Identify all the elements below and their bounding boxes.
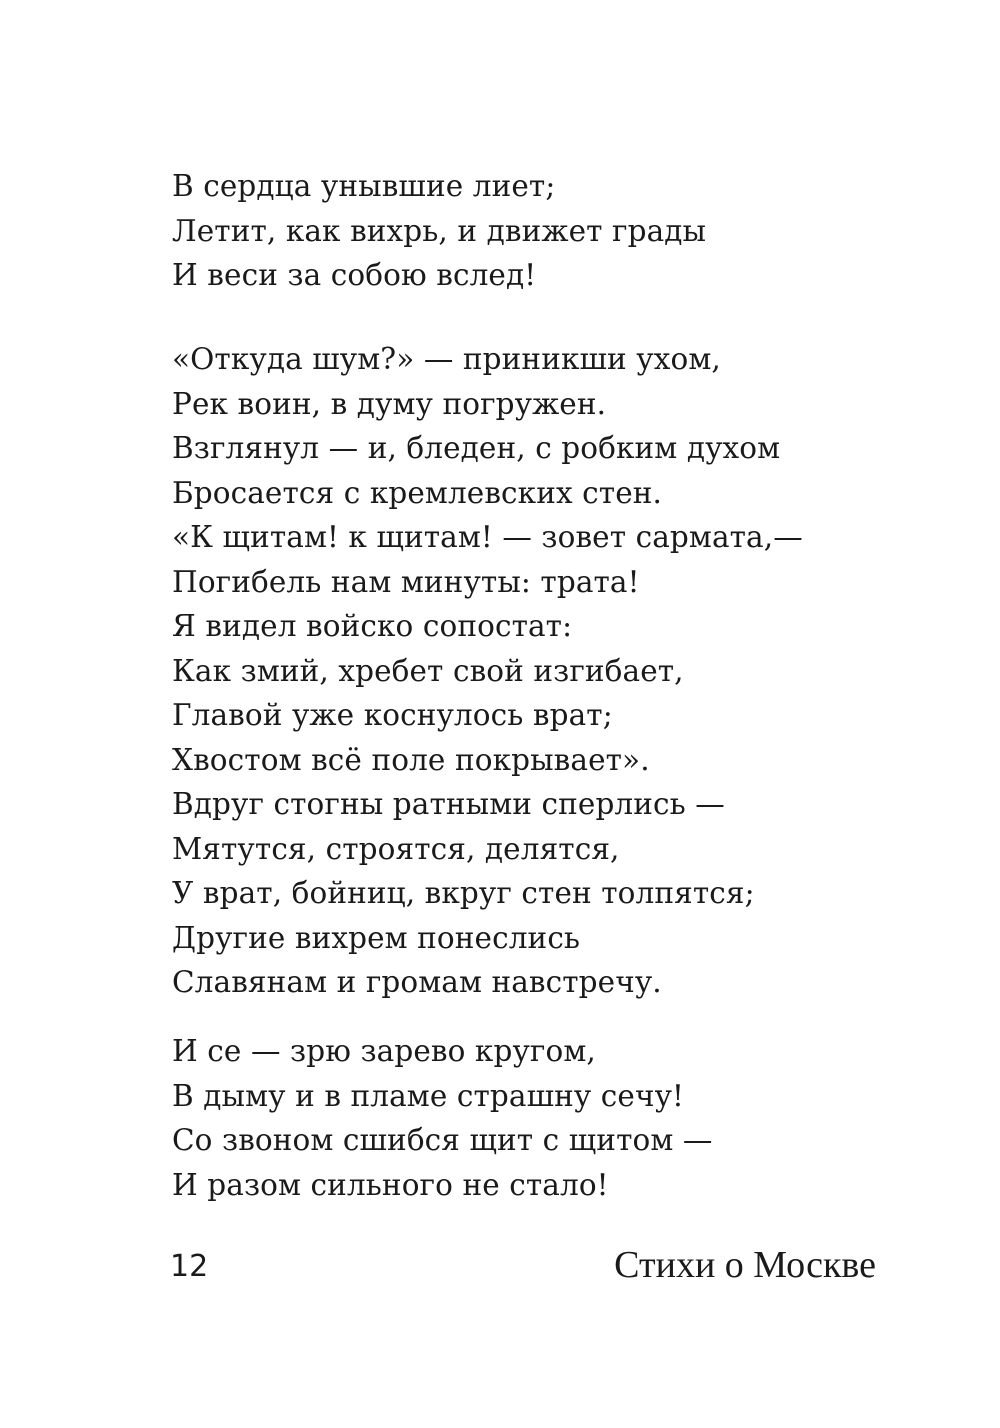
poem-line: Как змий, хребет свой изгибает, bbox=[172, 653, 684, 688]
poem-line: Славянам и громам навстречу. bbox=[172, 965, 662, 999]
stanza-1 bbox=[172, 164, 706, 298]
stanza-3 bbox=[172, 1029, 712, 1207]
poem-line: У врат, бойниц, вкруг стен толпятся; bbox=[172, 876, 755, 910]
poem-line: «Откуда шум?» — приникши ухом, bbox=[172, 342, 721, 376]
poem-line: Взглянул — и, бледен, с робким духом bbox=[172, 431, 781, 465]
poem-line: И веси за собою вслед! bbox=[172, 258, 537, 292]
poem-line: Хвостом всё поле покрывает». bbox=[172, 742, 650, 777]
poem-line: В дыму и в пламе страшну сечу! bbox=[172, 1078, 685, 1113]
poem-line: Со звоном сшибся щит с щитом — bbox=[172, 1123, 713, 1157]
poem-line: Другие вихрем понеслись bbox=[172, 920, 581, 955]
poem-line: Мятутся, строятся, делятся, bbox=[172, 831, 620, 866]
poem-line: «К щитам! к щитам! — зовет сармата,— bbox=[172, 520, 803, 554]
poem-line: Рек воин, в думу погружен. bbox=[172, 386, 607, 421]
poem-line: И разом сильного не стало! bbox=[172, 1167, 609, 1202]
poem-line: Вдруг стогны ратными сперлись — bbox=[172, 787, 725, 821]
page-number: 12 bbox=[170, 1249, 209, 1284]
poem-line: Главой уже коснулось врат; bbox=[172, 698, 613, 732]
poem-line: Я видел войско сопостат: bbox=[172, 609, 573, 643]
poem-line: Летит, как вихрь, и движет грады bbox=[172, 213, 707, 248]
poem-line: И се — зрю зарево кругом, bbox=[172, 1034, 596, 1068]
running-title: Стихи о Москве bbox=[614, 1244, 876, 1286]
poem-line: В сердца унывшие лиет; bbox=[172, 169, 556, 203]
stanza-2 bbox=[172, 337, 803, 1005]
poem-line: Погибель нам минуты: трата! bbox=[172, 564, 640, 599]
poem-line: Бросается с кремлевских стен. bbox=[172, 475, 663, 510]
